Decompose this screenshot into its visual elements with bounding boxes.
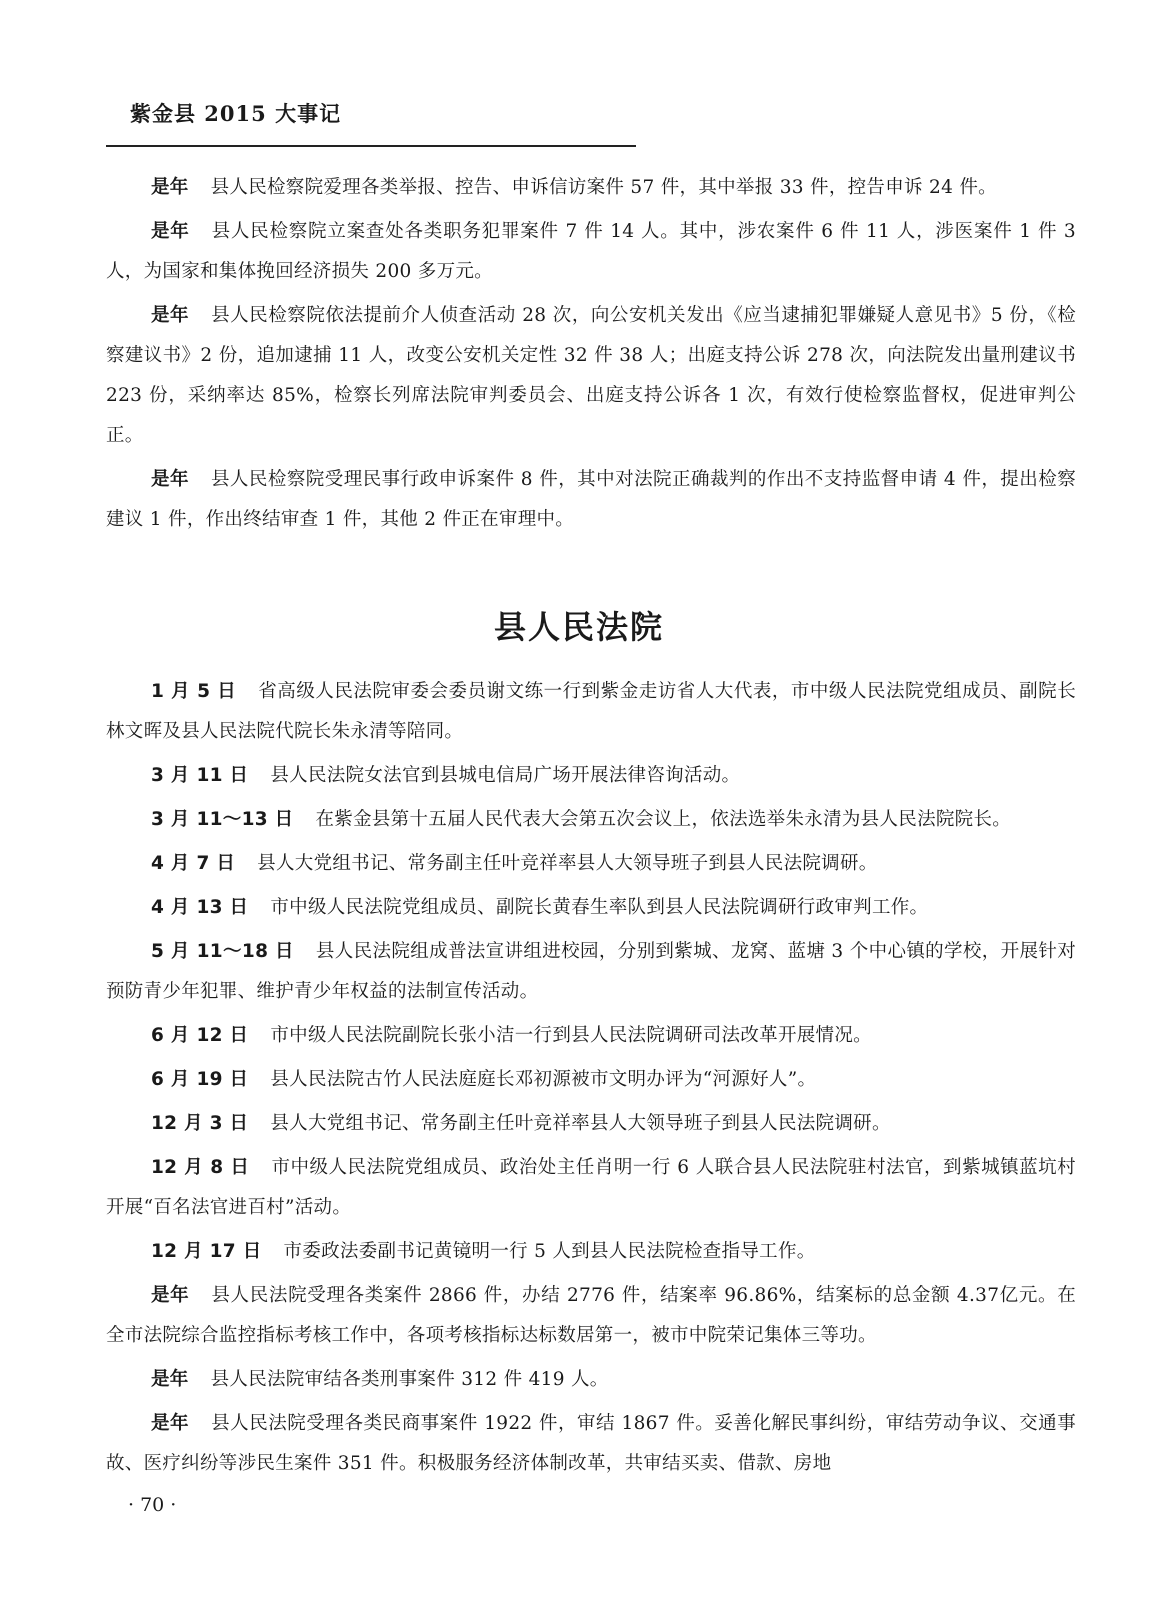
entry-text: 县人民法院审结各类刑事案件 312 件 419 人。 xyxy=(210,1369,609,1390)
entry-paragraph xyxy=(106,460,1076,540)
entry-paragraph xyxy=(106,1404,1076,1484)
entry-text: 县人民法院受理各类案件 2866 件，办结 2776 件，结案率 96.86%，结案标的总金额 4.37亿元。在全市法院综合监控指标考核工作中，各项考核指标达标数居第一，被市中院荣记集体三等功。 xyxy=(106,1285,1076,1346)
entry-paragraph xyxy=(106,800,1076,840)
header-rule xyxy=(106,145,636,147)
section-title: 县人民法院 xyxy=(493,608,664,646)
entry-text: 市中级人民法院副院长张小洁一行到县人民法院调研司法改革开展情况。 xyxy=(270,1025,872,1046)
procuratorate-entries xyxy=(106,168,1076,544)
entry-paragraph xyxy=(106,1060,1076,1100)
entry-paragraph xyxy=(106,1232,1076,1272)
entry-text: 县人民检察院爱理各类举报、控告、申诉信访案件 57 件，其中举报 33 件，控告申诉 24 件。 xyxy=(210,177,997,198)
entry-text: 县人民法院古竹人民法庭庭长邓初源被市文明办评为“河源好人”。 xyxy=(270,1069,817,1090)
entry-lead: 是年 xyxy=(151,1413,190,1434)
entry-text: 县人民法院组成普法宣讲组进校园，分别到紫城、龙窝、蓝塘 3 个中心镇的学校，开展针对预防青少年犯罪、维护青少年权益的法制宣传活动。 xyxy=(106,941,1077,1002)
entry-paragraph xyxy=(106,756,1076,796)
entry-paragraph xyxy=(106,888,1076,928)
entry-text: 县人民法院女法官到县城电信局广场开展法律咨询活动。 xyxy=(270,765,741,786)
page-number: · 70 · xyxy=(128,1494,177,1516)
entry-paragraph xyxy=(106,672,1076,752)
entry-paragraph xyxy=(106,296,1076,456)
entry-paragraph xyxy=(106,932,1076,1012)
entry-paragraph xyxy=(106,168,1076,208)
court-entries xyxy=(106,672,1076,1488)
entry-paragraph xyxy=(106,1104,1076,1144)
running-head: 紫金县 2015 大事记 xyxy=(130,101,342,126)
entry-lead: 1 月 5 日 xyxy=(151,681,237,702)
entry-paragraph xyxy=(106,212,1076,292)
entry-lead: 3 月 11～13 日 xyxy=(151,809,294,830)
entry-text: 县人大党组书记、常务副主任叶竞祥率县人大领导班子到县人民法院调研。 xyxy=(257,853,878,874)
entry-paragraph xyxy=(106,844,1076,884)
entry-paragraph xyxy=(106,1016,1076,1056)
entry-lead: 是年 xyxy=(151,305,190,326)
entry-text: 市中级人民法院党组成员、副院长黄春生率队到县人民法院调研行政审判工作。 xyxy=(270,897,929,918)
entry-text: 在紫金县第十五届人民代表大会第五次会议上，依法选举朱永清为县人民法院院长。 xyxy=(315,809,1012,830)
entry-text: 市中级人民法院党组成员、政治处主任肖明一行 6 人联合县人民法院驻村法官，到紫城镇蓝坑村开展“百名法官进百村”活动。 xyxy=(106,1157,1076,1218)
entry-text: 县人大党组书记、常务副主任叶竞祥率县人大领导班子到县人民法院调研。 xyxy=(270,1113,891,1134)
entry-text: 县人民法院受理各类民商事案件 1922 件，审结 1867 件。妥善化解民事纠纷，审结劳动争议、交通事故、医疗纠纷等涉民生案件 351 件。积极服务经济体制改革，共审结买卖、借款、房地 xyxy=(106,1413,1076,1474)
entry-lead: 是年 xyxy=(151,221,190,242)
entry-paragraph xyxy=(106,1276,1076,1356)
entry-text: 县人民检察院受理民事行政申诉案件 8 件，其中对法院正确裁判的作出不支持监督申请 4 件，提出检察建议 1 件，作出终结审查 1 件，其他 2 件正在审理中。 xyxy=(106,469,1076,530)
entry-text: 县人民检察院依法提前介人侦查活动 28 次，向公安机关发出《应当逮捕犯罪嫌疑人意见书》5 份，《检察建议书》2 份，追加逮捕 11 人，改变公安机关定性 32 件 38 人；出庭支持公诉 278 次，向法院发出量刑建议书 223 份，采纳率达 85%，检察长列席法院审判委员会、出庭支持公诉各 1 次，有效行使检察监督权，促进审判公正。 xyxy=(106,305,1076,446)
entry-lead: 是年 xyxy=(151,1285,190,1306)
entry-lead: 12 月 3 日 xyxy=(151,1113,249,1134)
entry-lead: 6 月 19 日 xyxy=(151,1069,249,1090)
entry-lead: 4 月 13 日 xyxy=(151,897,249,918)
entry-lead: 4 月 7 日 xyxy=(151,853,236,874)
entry-text: 县人民检察院立案查处各类职务犯罪案件 7 件 14 人。其中，涉农案件 6 件 11 人，涉医案件 1 件 3 人，为国家和集体挽回经济损失 200 多万元。 xyxy=(106,221,1076,282)
entry-lead: 3 月 11 日 xyxy=(151,765,249,786)
entry-lead: 是年 xyxy=(151,469,189,490)
entry-text: 市委政法委副书记黄镜明一行 5 人到县人民法院检查指导工作。 xyxy=(283,1241,816,1262)
entry-paragraph xyxy=(106,1148,1076,1228)
entry-lead: 6 月 12 日 xyxy=(151,1025,249,1046)
entry-lead: 是年 xyxy=(151,1369,189,1390)
entry-lead: 12 月 8 日 xyxy=(151,1157,250,1178)
entry-lead: 是年 xyxy=(151,177,189,198)
entry-lead: 12 月 17 日 xyxy=(151,1241,262,1262)
entry-paragraph xyxy=(106,1360,1076,1400)
entry-text: 省高级人民法院审委会委员谢文练一行到紫金走访省人大代表，市中级人民法院党组成员、副院长林文晖及县人民法院代院长朱永清等陪同。 xyxy=(106,681,1076,742)
entry-lead: 5 月 11～18 日 xyxy=(151,941,294,962)
